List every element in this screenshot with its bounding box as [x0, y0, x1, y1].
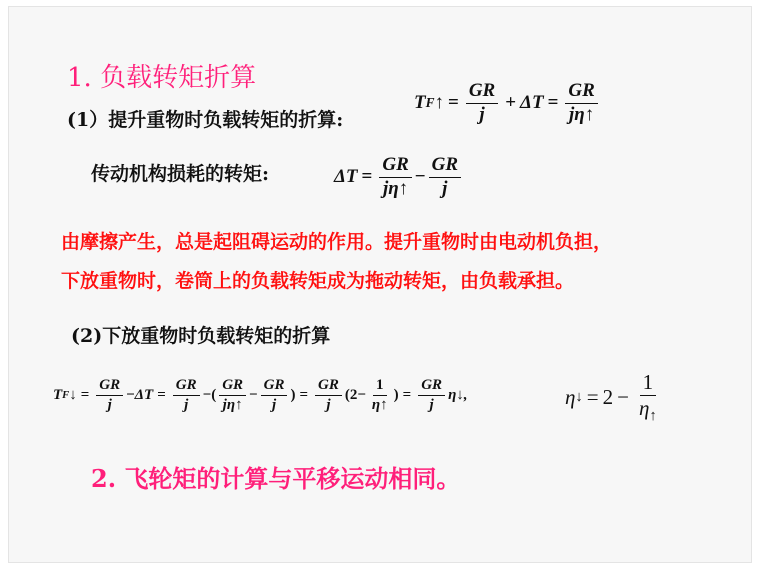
eq3-sub-F: F	[62, 389, 70, 401]
equation-lift-torque	[414, 81, 601, 126]
eq4-frac	[636, 371, 660, 424]
friction-note-line-1: 由摩擦产生，总是起阻碍运动的作用。提升重物时由电动机负担，	[61, 231, 613, 253]
eq1-frac-gr-j	[466, 81, 498, 126]
item2-label: (2)下放重物时负载转矩的折算	[71, 325, 331, 347]
eq2-den: jη↑	[382, 177, 409, 199]
equation-loss-torque	[334, 155, 464, 200]
eq4-den: $\eta_↑$	[638, 396, 657, 425]
eq2-frac-gr-j	[429, 155, 461, 200]
eq1-den: j	[479, 103, 485, 125]
friction-note-line-2: 下放重物时，卷筒上的负载转矩成为拖动转矩，由负载承担。	[61, 270, 575, 292]
eq2-minus: −	[414, 166, 426, 188]
eq1-frac-gr-jeta	[565, 81, 597, 126]
eq2-delta-t: ΔT	[334, 166, 358, 188]
eq1-equals-2: =	[547, 92, 559, 114]
eq3-paren-close: )	[393, 386, 399, 403]
eq1-equals: =	[447, 92, 459, 114]
eq3-minus-4: −	[357, 386, 366, 403]
eq3-frac-7: $\frac{GR}{j}$	[418, 377, 445, 413]
eq1-arrow-up: ↑	[434, 92, 444, 114]
eq4-num: 1	[640, 371, 657, 396]
loss-torque-label: 传动机构损耗的转矩:	[91, 163, 270, 185]
eq3-eta-down: η↓,	[448, 386, 468, 403]
heading-flywheel: 2. 飞轮矩的计算与平移运动相同。	[91, 464, 461, 493]
eq2-frac-gr-jeta	[379, 155, 411, 200]
eq3-frac-3: $\frac{GR}{j\eta↑}$	[219, 377, 246, 413]
eq3-equals: =	[80, 386, 90, 403]
eq4-eta: η	[565, 385, 576, 410]
eq3-frac-2: $\frac{GR}{j}$	[173, 377, 200, 413]
eq2-num-2: GR	[429, 155, 461, 178]
eq1-delta-t: ΔT	[520, 92, 544, 114]
eq3-delta-t: ΔT	[134, 386, 154, 403]
item1-label: (1）提升重物时负载转矩的折算:	[67, 109, 344, 131]
eq1-symbol-T: T	[414, 92, 426, 114]
eq2-den-2: j	[442, 177, 448, 199]
eq2-num: GR	[379, 155, 411, 178]
eq3-frac-6: $\frac{1}{\eta↑}$	[371, 377, 388, 413]
eq3-minus-3: −	[249, 386, 258, 403]
eq3-minus-2: −	[202, 386, 212, 403]
eq3-symbol-T: T	[53, 386, 63, 403]
eq4-sub-down: ↓	[575, 389, 583, 406]
eq3-frac-5: $\frac{GR}{j}$	[315, 377, 342, 413]
eq3-frac-1: $\frac{GR}{j}$	[96, 377, 123, 413]
eq3-equals-4: =	[402, 386, 412, 403]
eq1-num: GR	[466, 81, 498, 104]
eq1-plus: +	[505, 92, 517, 114]
eq3-rparen: )	[290, 386, 296, 403]
heading-load-torque: 1. 负载转矩折算	[67, 63, 257, 93]
eq4-equals: =	[586, 385, 599, 410]
eq3-minus: −	[126, 386, 135, 403]
eq4-two: 2	[602, 385, 614, 410]
eq4-minus: −	[617, 385, 629, 410]
eq3-frac-4: $\frac{GR}{j}$	[261, 377, 288, 413]
eq3-equals-2: =	[157, 386, 166, 403]
eq2-equals: =	[361, 166, 373, 188]
eq3-arrow-down: ↓	[69, 386, 77, 403]
eq1-num-2: GR	[565, 81, 597, 104]
slide	[8, 6, 752, 563]
eq1-den-2: jη↑	[569, 103, 595, 125]
eq3-two: (2	[344, 386, 358, 403]
equation-eta-down	[565, 371, 663, 424]
equation-lower-torque	[53, 377, 468, 413]
eq1-sub-F: F	[425, 95, 435, 111]
eq3-lparen: (	[211, 386, 217, 403]
eq3-equals-3: =	[299, 386, 309, 403]
